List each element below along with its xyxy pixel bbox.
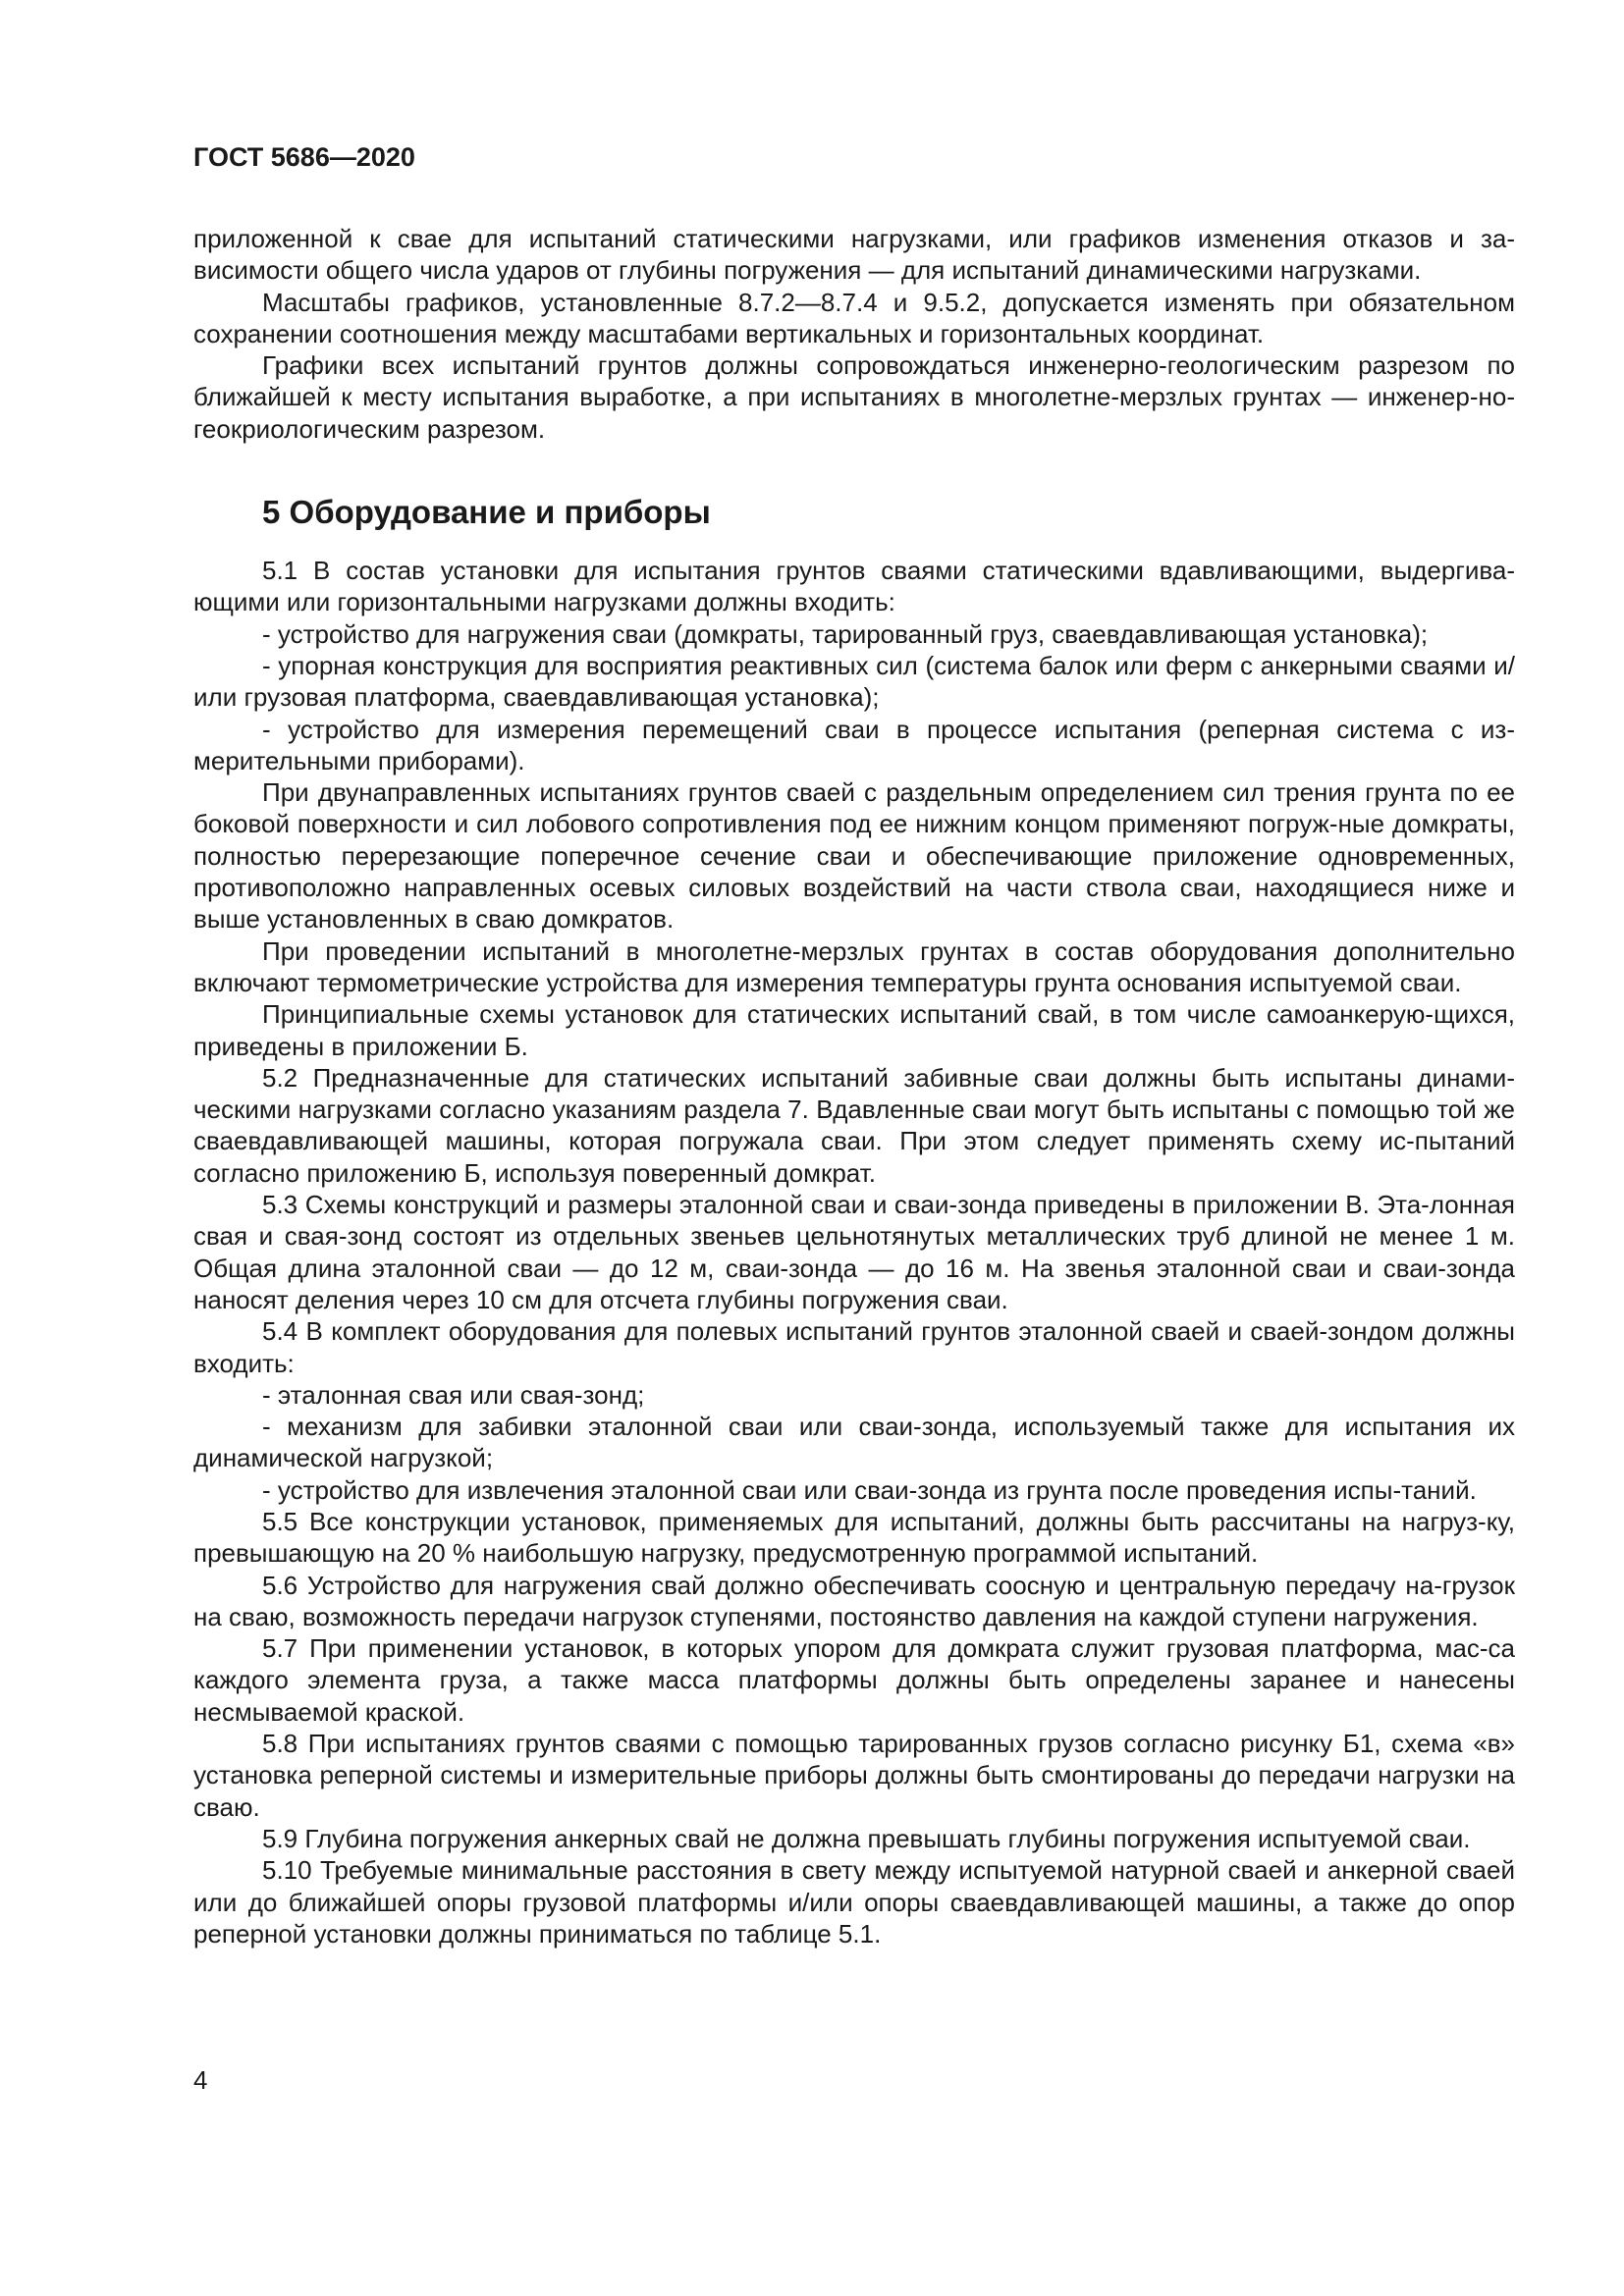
section-paragraph: 5.1 В состав установки для испытания грунтов сваями статическими вдавливающими, выдергива-ющими или горизонтальными нагрузками должны входить: bbox=[193, 556, 1515, 617]
intro-paragraph: Графики всех испытаний грунтов должны сопровождаться инженерно-геологическим разрезом по ближайшей к месту испытания выработке, а при испытаниях в многолетне-мерзлых грунтах — инженер-но-геокриологическим разрезом. bbox=[193, 350, 1515, 444]
list-item: - устройство для измерения перемещений сваи в процессе испытания (реперная система с из-мерительными приборами). bbox=[193, 714, 1515, 775]
section-paragraph: При проведении испытаний в многолетне-мерзлых грунтах в состав оборудования дополнительно включают термометрические устройства для измерения температуры грунта основания испытуемой сваи. bbox=[193, 935, 1515, 997]
list-item: - эталонная свая или свая-зонд; bbox=[262, 1379, 645, 1410]
list-item: - устройство для нагружения сваи (домкраты, тарированный груз, сваевдавливающая установка); bbox=[262, 618, 1429, 649]
section-paragraph: 5.10 Требуемые минимальные расстояния в свету между испытуемой натурной сваей и анкерной сваей или до ближайшей опоры грузовой платформы и/или опоры сваевдавливающей машины, а также до опор реперной установки должны приниматься по таблице 5.1. bbox=[193, 1855, 1515, 1949]
section-paragraph: 5.6 Устройство для нагружения свай должно обеспечивать соосную и центральную передачу на-грузок на сваю, возможность передачи нагрузок ступенями, постоянство давления на каждой ступени нагружения. bbox=[193, 1570, 1515, 1631]
section-paragraph: 5.4 В комплект оборудования для полевых испытаний грунтов эталонной сваей и сваей-зондом должны входить: bbox=[193, 1316, 1515, 1378]
section-paragraph: 5.9 Глубина погружения анкерных свай не должна превышать глубины погружения испытуемой сваи. bbox=[262, 1823, 1471, 1853]
section-title: 5 Оборудование и приборы bbox=[262, 494, 711, 531]
intro-paragraph: приложенной к свае для испытаний статическими нагрузками, или графиков изменения отказов и за-висимости общего числа ударов от глубины погружения — для испытаний динамическими нагрузками. bbox=[193, 224, 1515, 286]
section-paragraph: 5.2 Предназначенные для статических испытаний забивные сваи должны быть испытаны динами-ческими нагрузками согласно указаниям раздела 7. Вдавленные сваи могут быть испытаны с помощью той же сваевдавливающей машины, которая погружала сваи. При этом следует применять схему ис-пытаний согласно приложению Б, используя поверенный домкрат. bbox=[193, 1062, 1515, 1188]
section-paragraph: 5.5 Все конструкции установок, применяемых для испытаний, должны быть рассчитаны на нагруз-ку, превышающую на 20 % наибольшую нагрузку, предусмотренную программой испытаний. bbox=[193, 1506, 1515, 1569]
document-page bbox=[193, 137, 1515, 1949]
intro-paragraph: Масштабы графиков, установленные 8.7.2—8.7.4 и 9.5.2, допускается изменять при обязательном сохранении соотношения между масштабами вертикальных и горизонтальных координат. bbox=[193, 287, 1515, 348]
list-item: - механизм для забивки эталонной сваи или сваи-зонда, используемый также для испытания их динамической нагрузкой; bbox=[193, 1412, 1515, 1473]
section-paragraph: 5.8 При испытаниях грунтов сваями с помощью тарированных грузов согласно рисунку Б1, схема «в» установка реперной системы и измерительные приборы должны быть смонтированы до передачи нагрузки на сваю. bbox=[193, 1729, 1515, 1822]
document-header: ГОСТ 5686—2020 bbox=[193, 142, 415, 172]
page-number: 4 bbox=[193, 2065, 208, 2095]
section-paragraph: 5.3 Схемы конструкций и размеры эталонной сваи и сваи-зонда приведены в приложении В. Эта-лонная свая и свая-зонд состоят из отдельных звеньев цельнотянутых металлических труб длиной не менее 1 м. Общая длина эталонной сваи — до 12 м, сваи-зонда — до 16 м. На звенья эталонной сваи и сваи-зонда наносят деления через 10 см для отсчета глубины погружения сваи. bbox=[193, 1190, 1515, 1314]
list-item: - упорная конструкция для восприятия реактивных сил (система балок или ферм с анкерными сваями и/или грузовая платформа, сваевдавливающая установка); bbox=[193, 650, 1515, 713]
list-item: - устройство для извлечения эталонной сваи или сваи-зонда из грунта после проведения испы-таний. bbox=[262, 1474, 1477, 1505]
section-paragraph: При двунаправленных испытаниях грунтов сваей с раздельным определением сил трения грунта по ее боковой поверхности и сил лобового сопротивления под ее нижним концом применяют погруж-ные домкраты, полностью перерезающие поперечное сечение сваи и обеспечивающие приложение одновременных, противоположно направленных осевых силовых воздействий на части ствола сваи, находящиеся ниже и выше установленных в сваю домкратов. bbox=[193, 777, 1515, 934]
section-paragraph: 5.7 При применении установок, в которых упором для домкрата служит грузовая платформа, мас-са каждого элемента груза, а также масса платформы должны быть определены заранее и нанесены несмываемой краской. bbox=[193, 1633, 1515, 1727]
section-paragraph: Принципиальные схемы установок для статических испытаний свай, в том числе самоанкерую-щихся, приведены в приложении Б. bbox=[193, 999, 1515, 1061]
